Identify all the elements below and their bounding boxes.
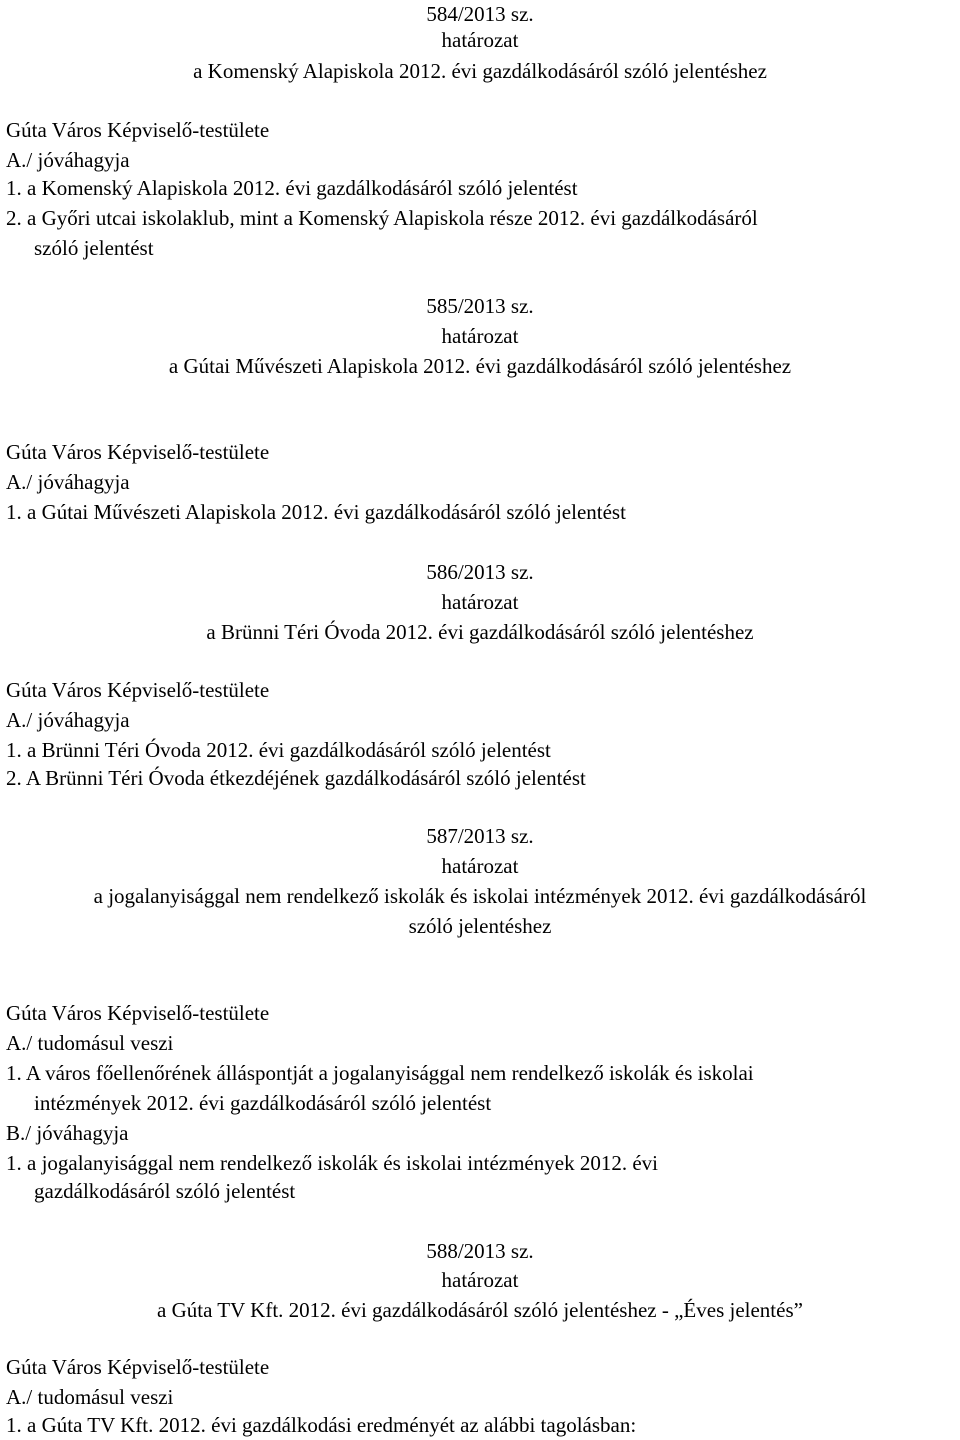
list-item: 1. a Brünni Téri Óvoda 2012. évi gazdálkodásáról szóló jelentést: [6, 738, 551, 762]
resolution-subject: a Komenský Alapiskola 2012. évi gazdálkodásáról szóló jelentéshez: [193, 59, 767, 83]
resolution-label: határozat: [441, 1268, 519, 1292]
resolution-subject-continuation: szóló jelentéshez: [408, 914, 552, 938]
resolution-label: határozat: [441, 324, 519, 348]
council-name: Gúta Város Képviselő-testülete: [6, 678, 270, 702]
council-name: Gúta Város Képviselő-testülete: [6, 1355, 270, 1379]
resolution-subject: a Gúta TV Kft. 2012. évi gazdálkodásáról szóló jelentéshez - „Éves jelentés”: [157, 1298, 803, 1322]
list-item: 1. a Gúta TV Kft. 2012. évi gazdálkodási eredményét az alábbi tagolásban:: [6, 1413, 637, 1437]
resolution-number-588: 588/2013 sz.: [426, 1239, 534, 1263]
section-label: A./ jóváhagyja: [6, 148, 130, 172]
resolution-number-587: 587/2013 sz.: [426, 824, 534, 848]
resolution-subject: a jogalanyisággal nem rendelkező iskolák és iskolai intézmények 2012. évi gazdálkodásáról: [93, 884, 867, 908]
list-item-continuation: intézmények 2012. évi gazdálkodásáról szóló jelentést: [34, 1091, 492, 1115]
list-item-continuation: szóló jelentést: [34, 236, 154, 260]
resolution-subject: a Gútai Művészeti Alapiskola 2012. évi gazdálkodásáról szóló jelentéshez: [168, 354, 792, 378]
list-item-continuation: gazdálkodásáról szóló jelentést: [34, 1179, 296, 1203]
section-label: A./ tudomásul veszi: [6, 1031, 174, 1055]
council-name: Gúta Város Képviselő-testülete: [6, 1001, 270, 1025]
list-item: 1. a Gútai Művészeti Alapiskola 2012. évi gazdálkodásáról szóló jelentést: [6, 500, 626, 524]
list-item: 2. A Brünni Téri Óvoda étkezdéjének gazdálkodásáról szóló jelentést: [6, 766, 586, 790]
resolution-number-586: 586/2013 sz.: [426, 560, 534, 584]
section-label: A./ jóváhagyja: [6, 470, 130, 494]
section-label: B./ jóváhagyja: [6, 1121, 129, 1145]
section-label: A./ tudomásul veszi: [6, 1385, 174, 1409]
list-item: 1. A város főellenőrének álláspontját a jogalanyisággal nem rendelkező iskolák és iskolai: [6, 1061, 754, 1085]
list-item: 2. a Győri utcai iskolaklub, mint a Komenský Alapiskola része 2012. évi gazdálkodásáról: [6, 206, 758, 230]
resolution-subject: a Brünni Téri Óvoda 2012. évi gazdálkodásáról szóló jelentéshez: [206, 620, 754, 644]
list-item: 1. a jogalanyisággal nem rendelkező iskolák és iskolai intézmények 2012. évi: [6, 1151, 658, 1175]
resolution-number-584: 584/2013 sz.: [426, 2, 534, 26]
list-item: 1. a Komenský Alapiskola 2012. évi gazdálkodásáról szóló jelentést: [6, 176, 578, 200]
resolution-number-585: 585/2013 sz.: [426, 294, 534, 318]
resolution-label: határozat: [441, 590, 519, 614]
resolution-label: határozat: [441, 28, 519, 52]
section-label: A./ jóváhagyja: [6, 708, 130, 732]
resolution-label: határozat: [441, 854, 519, 878]
council-name: Gúta Város Képviselő-testülete: [6, 440, 270, 464]
council-name: Gúta Város Képviselő-testülete: [6, 118, 270, 142]
